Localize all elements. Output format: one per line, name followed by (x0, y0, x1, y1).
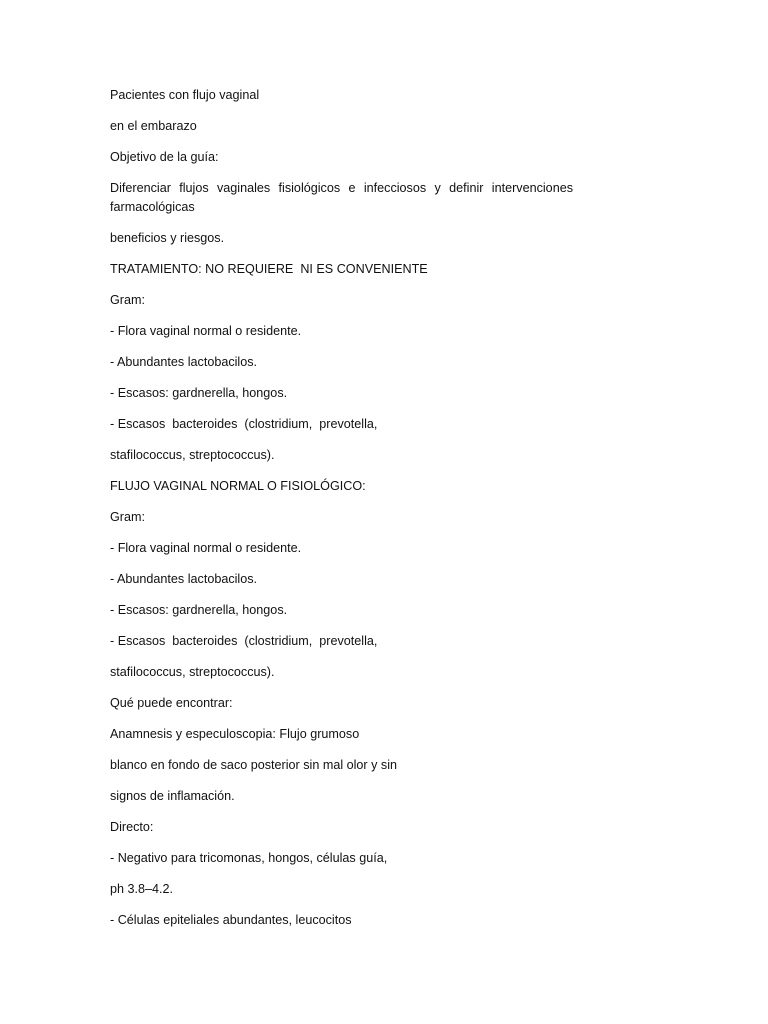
document-paragraph: - Escasos bacteroides (clostridium, prevotella, (110, 634, 378, 648)
document-paragraph: Objetivo de la guía: (110, 150, 219, 164)
document-paragraph: stafilococcus, streptococcus). (110, 665, 275, 679)
document-paragraph: Gram: (110, 510, 145, 524)
document-paragraph: - Abundantes lactobacilos. (110, 355, 258, 369)
document-paragraph: beneficios y riesgos. (110, 231, 225, 245)
document-paragraph: Qué puede encontrar: (110, 696, 233, 710)
document-paragraph: blanco en fondo de saco posterior sin mal olor y sin (110, 758, 398, 772)
document-body (110, 86, 577, 930)
document-paragraph: signos de inflamación. (110, 789, 235, 803)
document-paragraph: Anamnesis y especuloscopia: Flujo grumoso (110, 727, 360, 741)
document-paragraph: TRATAMIENTO: NO REQUIERE NI ES CONVENIENTE (110, 262, 428, 276)
document-paragraph: - Flora vaginal normal o residente. (110, 541, 302, 555)
document-paragraph: - Flora vaginal normal o residente. (110, 324, 302, 338)
document-paragraph: - Negativo para tricomonas, hongos, células guía, (110, 851, 388, 865)
document-paragraph: Pacientes con flujo vaginal (110, 88, 260, 102)
document-paragraph: Gram: (110, 293, 145, 307)
document-paragraph: stafilococcus, streptococcus). (110, 448, 275, 462)
document-paragraph: ph 3.8–4.2. (110, 882, 174, 896)
document-paragraph: - Abundantes lactobacilos. (110, 572, 258, 586)
document-paragraph: Diferenciar flujos vaginales fisiológicos e infecciosos y definir intervenciones farmacológicas (110, 181, 577, 214)
document-paragraph: Directo: (110, 820, 154, 834)
document-paragraph: en el embarazo (110, 119, 197, 133)
document-paragraph: - Escasos bacteroides (clostridium, prevotella, (110, 417, 378, 431)
document-paragraph: - Escasos: gardnerella, hongos. (110, 386, 288, 400)
document-paragraph: FLUJO VAGINAL NORMAL O FISIOLÓGICO: (110, 479, 366, 493)
document-paragraph: - Células epiteliales abundantes, leucocitos (110, 913, 352, 927)
document-paragraph: - Escasos: gardnerella, hongos. (110, 603, 288, 617)
